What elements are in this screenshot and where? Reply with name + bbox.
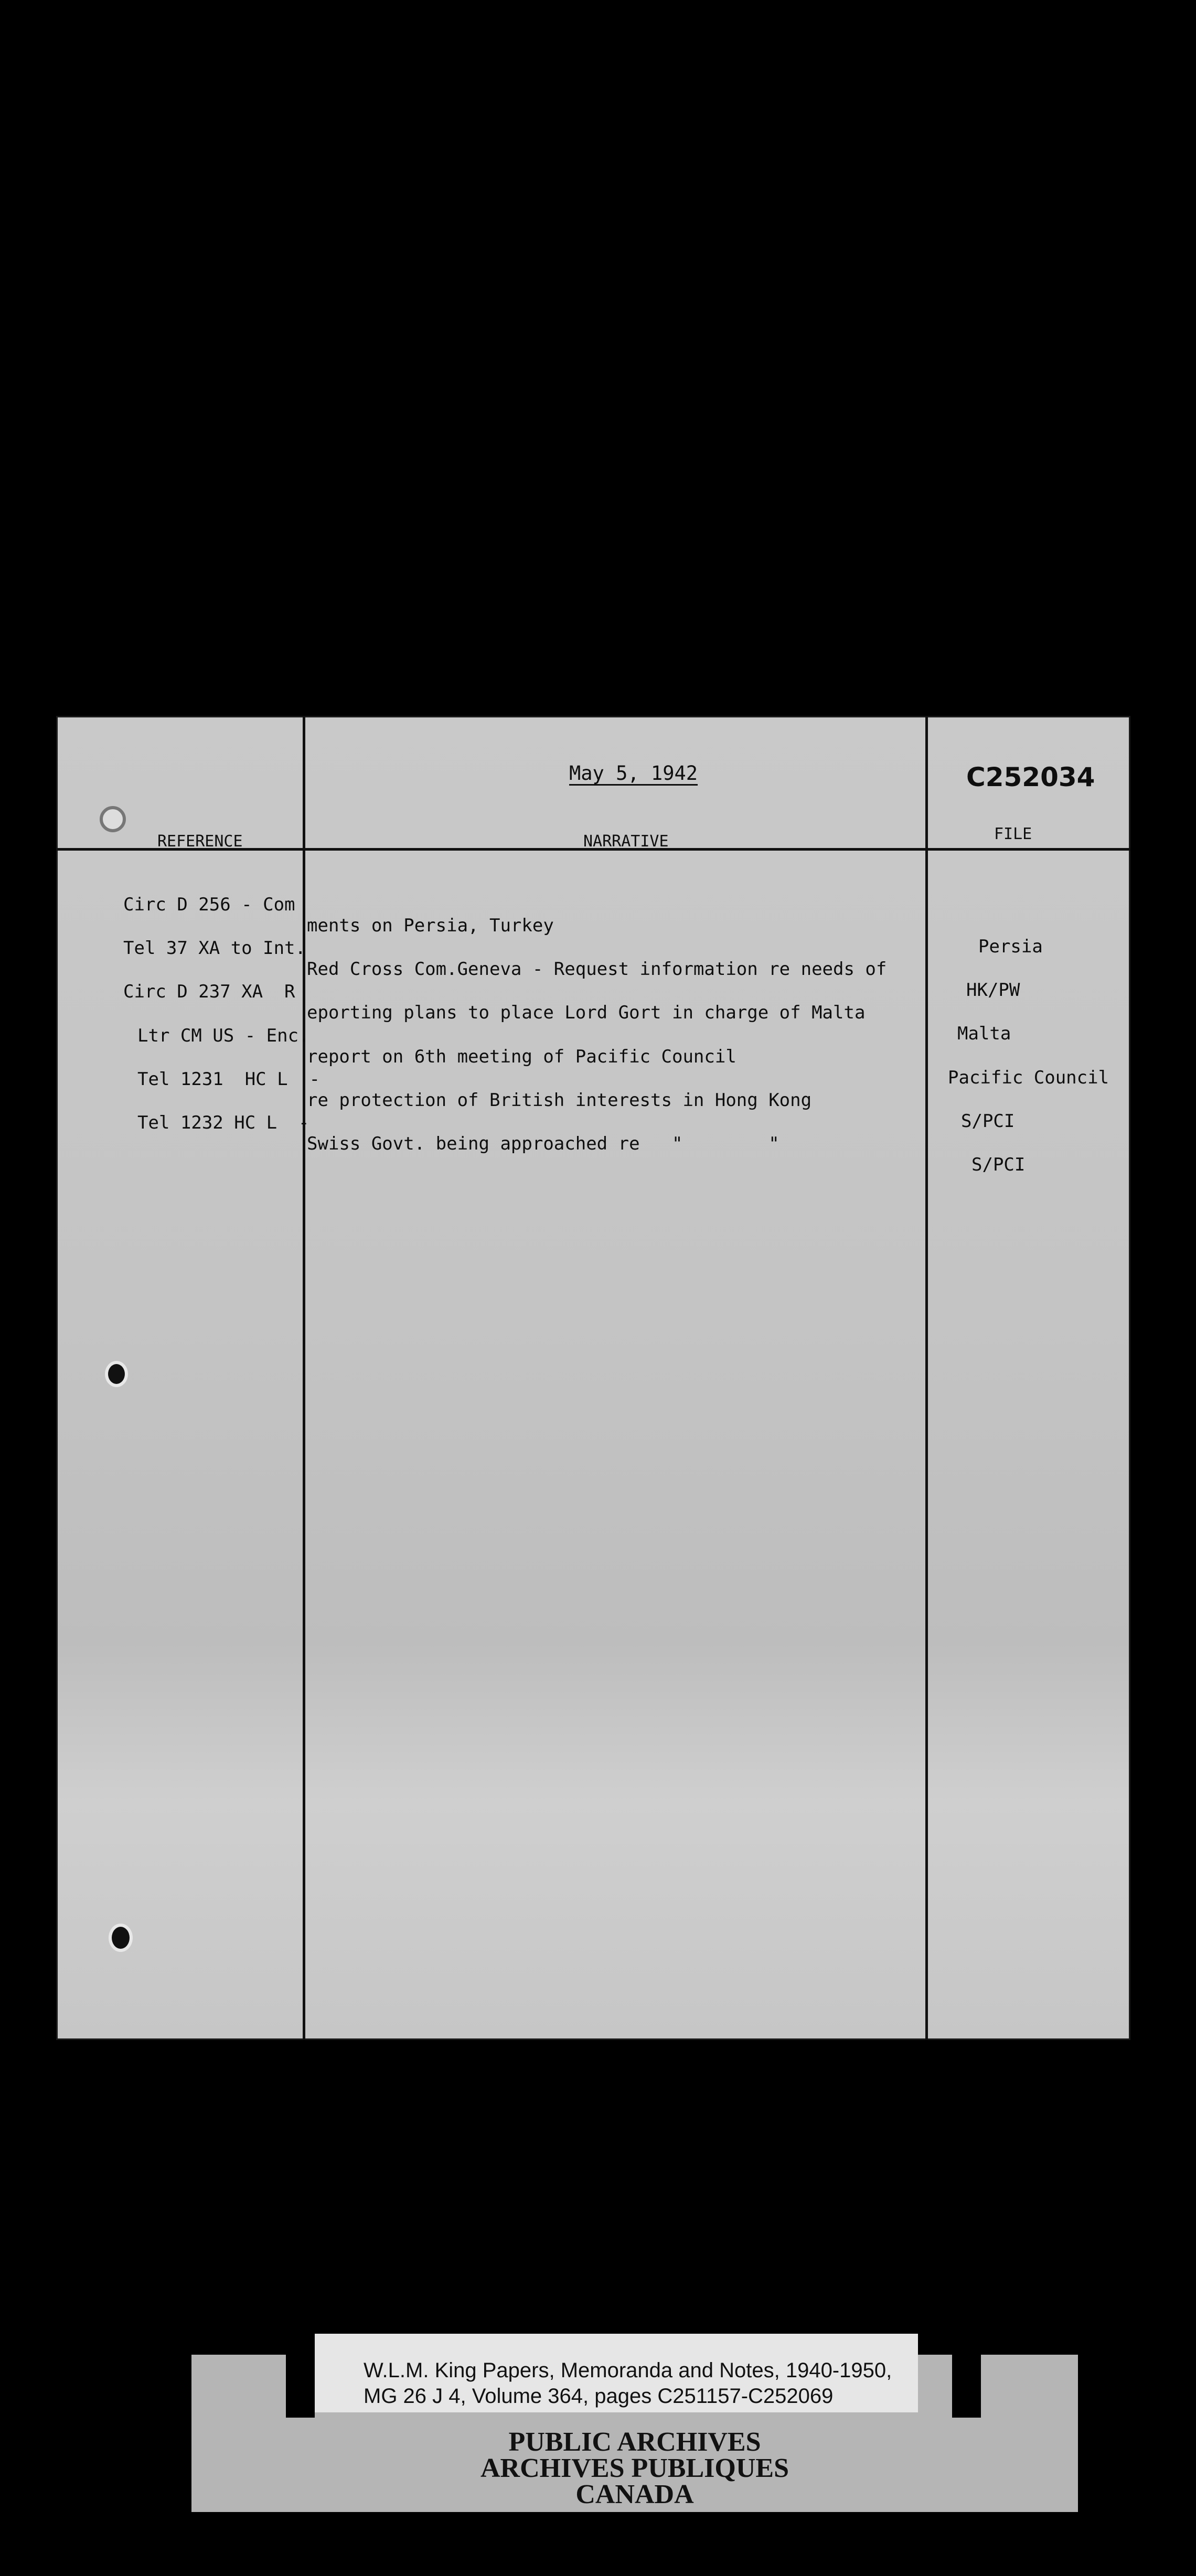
- entry-reference: Tel 37 XA to Int.: [123, 938, 306, 959]
- entry-reference: Ltr CM US - Enc.: [137, 1025, 309, 1046]
- entry-narrative: ments on Persia, Turkey: [307, 915, 554, 936]
- citation-line-2: MG 26 J 4, Volume 364, pages C251157-C252069: [364, 2385, 834, 2408]
- entry-narrative: re protection of British interests in Hong Kong: [307, 1090, 812, 1111]
- entry-reference: Circ D 237 XA R: [123, 981, 295, 1002]
- entry-row: [56, 1091, 1130, 1175]
- punch-hole: [100, 806, 126, 832]
- punch-hole: [109, 1924, 133, 1952]
- entry-file: Pacific Council: [948, 1067, 1109, 1088]
- document-date: May 5, 1942: [569, 762, 698, 785]
- entry-narrative: Swiss Govt. being approached re " ": [307, 1133, 779, 1154]
- document-number: C252034: [966, 762, 1095, 792]
- stamp-line-1: PUBLIC ARCHIVES: [508, 2427, 761, 2457]
- entry-reference: Tel 1231 HC L -: [137, 1069, 320, 1090]
- column-divider-left: [303, 716, 305, 2040]
- entry-narrative: Red Cross Com.Geneva - Request information re needs of: [307, 959, 887, 980]
- stamp-notch: [286, 2355, 315, 2418]
- citation-label: [315, 2334, 918, 2412]
- document-page: [56, 716, 1130, 2040]
- header-file: FILE: [994, 825, 1032, 843]
- header-reference: REFERENCE: [157, 832, 243, 851]
- punch-hole: [105, 1361, 128, 1387]
- stamp-line-2: ARCHIVES PUBLIQUES: [480, 2453, 789, 2483]
- entry-file: Persia: [978, 936, 1043, 957]
- entry-narrative: eporting plans to place Lord Gort in charge of Malta: [307, 1002, 866, 1023]
- entry-file: Malta: [957, 1023, 1011, 1044]
- entry-reference: Circ D 256 - Com: [123, 894, 295, 915]
- stamp-line-3: CANADA: [575, 2480, 694, 2509]
- entry-file: HK/PW: [966, 980, 1020, 1001]
- entry-file: S/PCI: [961, 1111, 1015, 1132]
- header-narrative: NARRATIVE: [583, 832, 669, 851]
- entry-reference: Tel 1232 HC L -: [137, 1112, 309, 1133]
- entry-narrative: report on 6th meeting of Pacific Council: [307, 1046, 736, 1067]
- stamp-notch: [952, 2355, 981, 2418]
- entry-file: S/PCI: [971, 1154, 1026, 1175]
- column-divider-right: [925, 716, 928, 2040]
- citation-line-1: W.L.M. King Papers, Memoranda and Notes, 1940-1950,: [364, 2359, 892, 2382]
